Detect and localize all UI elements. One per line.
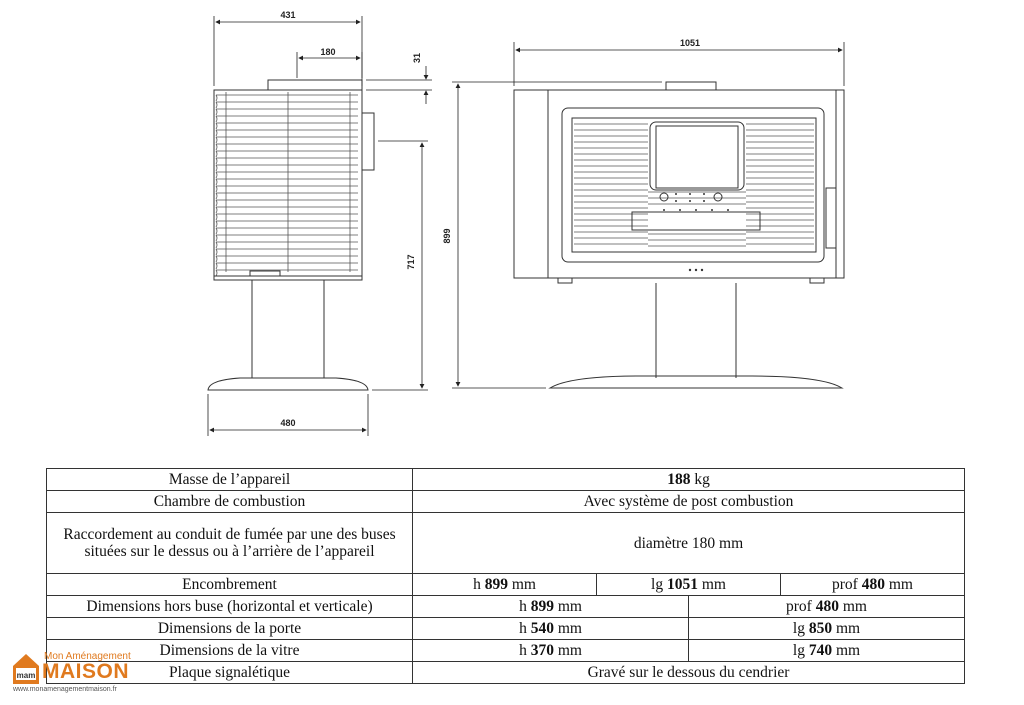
dim-side-width: 431 [280, 10, 296, 20]
footprint-h: h 899 mm [413, 574, 597, 596]
mass-label: Masse de l’appareil [47, 469, 413, 491]
footprint-lg: lg 1051 mm [597, 574, 781, 596]
chamber-label: Chambre de combustion [47, 491, 413, 513]
footprint-label: Encombrement [47, 574, 413, 596]
front-ash-drawer [632, 212, 760, 230]
door-label: Dimensions de la porte [47, 618, 413, 640]
plate-value: Gravé sur le dessous du cendrier [413, 662, 965, 684]
dim-side-rear-flue-height: 717 [406, 254, 416, 270]
logo-tagline: Mon Aménagement [44, 651, 131, 662]
side-dimensions [208, 16, 432, 436]
side-flue-collar [268, 80, 362, 90]
front-view [514, 82, 844, 388]
mass-value: 188 kg [413, 469, 965, 491]
chamber-value: Avec système de post combustion [413, 491, 965, 513]
door-h: h 540 mm [413, 618, 689, 640]
brand-logo[interactable] [12, 650, 140, 698]
front-flue-collar [666, 82, 716, 90]
door-lg: lg 850 mm [689, 618, 965, 640]
logo-url: www.monamenagementmaison.fr [13, 686, 117, 693]
flue-value: diamètre 180 mm [413, 513, 965, 574]
dim-front-height: 899 [442, 228, 452, 244]
table-row [47, 491, 965, 513]
side-view [208, 80, 374, 390]
side-rear-connector [362, 113, 374, 170]
outside-flue-h: h 899 mm [413, 596, 689, 618]
outside-flue-prof: prof 480 mm [689, 596, 965, 618]
outside-flue-label: Dimensions hors buse (horizontal et verticale) [47, 596, 413, 618]
plate-label: Plaque signalétique [47, 662, 413, 684]
dim-front-width: 1051 [679, 38, 701, 48]
house-icon [12, 652, 40, 686]
table-row [47, 618, 965, 640]
table-row [47, 662, 965, 684]
footprint-prof: prof 480 mm [781, 574, 965, 596]
dim-side-flue-height: 31 [412, 52, 422, 64]
table-row [47, 574, 965, 596]
side-ribs [216, 92, 358, 276]
dim-side-flue: 180 [320, 47, 336, 57]
front-dimensions [452, 42, 844, 388]
table-row [47, 640, 965, 662]
table-row [47, 513, 965, 574]
table-row [47, 469, 965, 491]
glass-label: Dimensions de la vitre [47, 640, 413, 662]
front-door [562, 108, 824, 262]
logo-name: MAISON [42, 660, 129, 683]
front-glass [656, 126, 738, 188]
svg-text:mam: mam [16, 671, 36, 680]
dim-side-base: 480 [280, 418, 296, 428]
table-row [47, 596, 965, 618]
glass-h: h 370 mm [413, 640, 689, 662]
front-louvers [574, 124, 814, 246]
flue-label: Raccordement au conduit de fumée par une des buses situées sur le dessus ou à l’arrière de l’appareil [47, 513, 413, 574]
specs-table [46, 468, 965, 684]
glass-lg: lg 740 mm [689, 640, 965, 662]
